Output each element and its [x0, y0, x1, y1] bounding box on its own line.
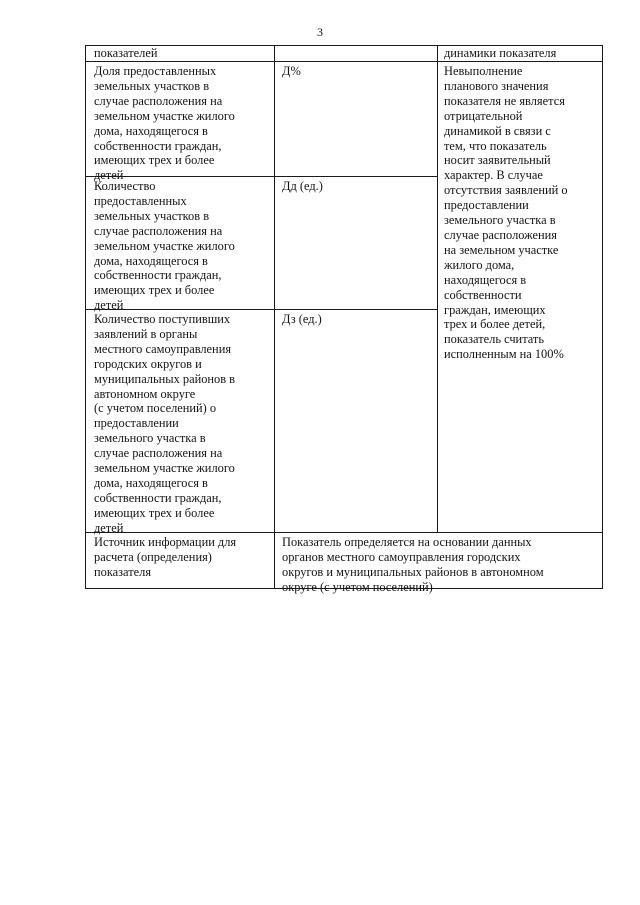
row1-indicator-name: Доля предоставленных земельных участков в случае расположения на земельном участке жилого дома, находящегося в собственности граждан, имеющих трех и более детей	[94, 64, 235, 183]
table-column-divider-1	[274, 45, 275, 589]
row3-indicator-name: Количество поступивших заявлений в органы местного самоуправления городских округов и муниципальных районов в автономном округе (с учетом поселений) о предоставлении земельного участка в случае расположения на земельном участке жилого дома, находящегося в собственности граждан, имеющих трех и более детей	[94, 312, 236, 535]
row3-unit: Дз (ед.)	[282, 312, 322, 326]
header-col3: динамики показателя	[444, 46, 557, 60]
row1-unit: Д%	[282, 64, 301, 78]
row2-indicator-name: Количество предоставленных земельных участков в случае расположения на земельном участке жилого дома, находящегося в собственности граждан, имеющих трех и более детей	[94, 179, 235, 313]
source-text: Показатель определяется на основании данных органов местного самоуправления городских округов и муниципальных районов в автономном округе (с учетом поселений)	[282, 535, 544, 594]
table-border-left	[85, 45, 86, 589]
table-border-right	[602, 45, 603, 589]
dynamics-note: Невыполнение планового значения показателя не является отрицательной динамикой в связи с тем, что показатель носит заявительный характер. В случае отсутствия заявлений о предоставлении земельного участка в случае расположения на земельном участке жилого дома, находящегося в собственности граждан, имеющих трех и более детей, показатель считать исполненным на 100%	[444, 64, 568, 362]
table-header-divider	[85, 61, 603, 62]
table-column-divider-2	[437, 45, 438, 533]
indicator-table	[85, 45, 603, 594]
page-number: 3	[317, 25, 323, 39]
header-col1: показателей	[94, 46, 158, 60]
row2-unit: Дд (ед.)	[282, 179, 323, 193]
source-label: Источник информации для расчета (определения) показателя	[94, 535, 237, 579]
